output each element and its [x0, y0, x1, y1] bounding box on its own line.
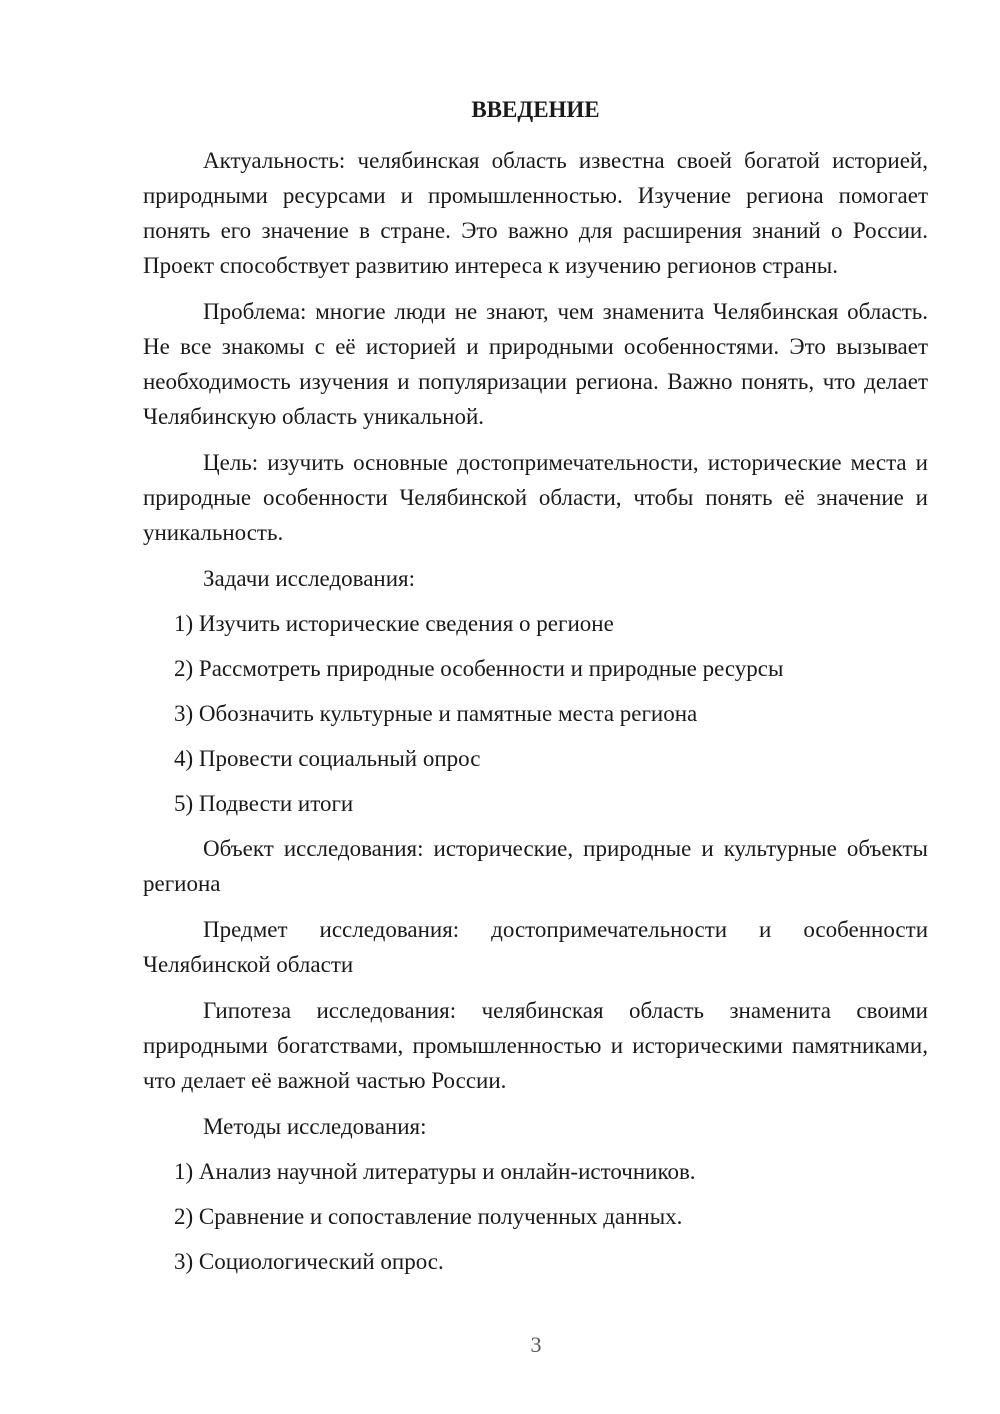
document-title: ВВЕДЕНИЕ	[471, 97, 600, 122]
methods-heading: Методы исследования:	[203, 1114, 427, 1139]
goal-paragraph: Цель: изучить основные достопримечательности, исторические места и природные особенности Челябинской области, чтобы понять её значение и уникальность.	[143, 450, 928, 545]
task-item: 3) Обозначить культурные и памятные места региона	[174, 701, 698, 726]
method-item: 3) Социологический опрос.	[174, 1249, 444, 1274]
problem-paragraph: Проблема: многие люди не знают, чем знаменита Челябинская область. Не все знакомы с её историей и природными особенностями. Это вызывает необходимость изучения и популяризации региона. Важно понять, что делает Челябинскую область уникальной.	[143, 299, 928, 429]
document-page	[143, 92, 928, 1289]
task-item: 5) Подвести итоги	[174, 791, 354, 816]
page-number: 3	[530, 1332, 542, 1357]
task-item: 1) Изучить исторические сведения о регионе	[174, 611, 614, 636]
hypothesis-paragraph: Гипотеза исследования: челябинская область знаменита своими природными богатствами, промышленностью и историческими памятниками, что делает её важной частью России.	[143, 998, 928, 1093]
method-item: 2) Сравнение и сопоставление полученных данных.	[174, 1204, 683, 1229]
relevance-paragraph: Актуальность: челябинская область известна своей богатой историей, природными ресурсами и промышленностью. Изучение региона помогает понять его значение в стране. Это важно для расширения знаний о России. Проект способствует развитию интереса к изучению регионов страны.	[143, 148, 928, 278]
subject-paragraph: Предмет исследования: достопримечательности и особенности Челябинской области	[143, 917, 928, 977]
task-item: 2) Рассмотреть природные особенности и природные ресурсы	[174, 656, 784, 681]
tasks-heading: Задачи исследования:	[203, 566, 416, 591]
object-paragraph: Объект исследования: исторические, природные и культурные объекты региона	[143, 836, 928, 896]
task-item: 4) Провести социальный опрос	[174, 746, 481, 771]
method-item: 1) Анализ научной литературы и онлайн-источников.	[174, 1159, 696, 1184]
